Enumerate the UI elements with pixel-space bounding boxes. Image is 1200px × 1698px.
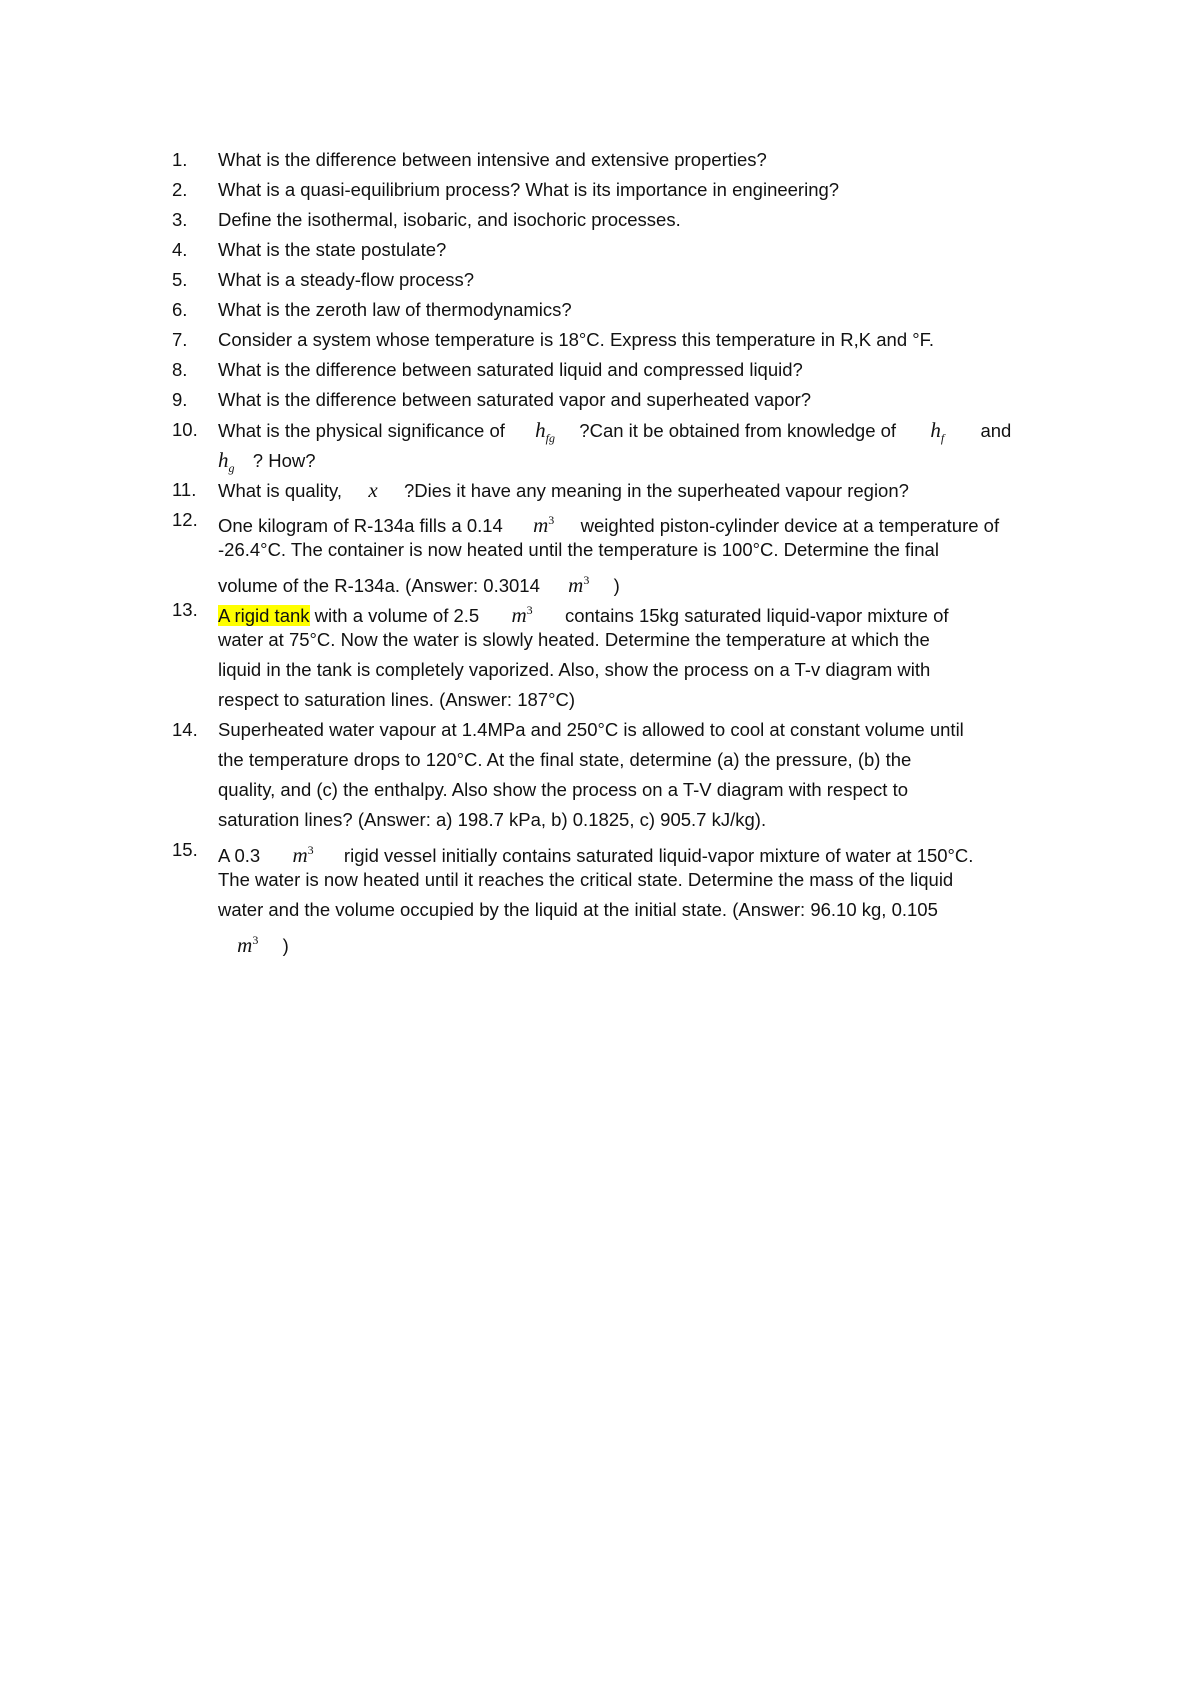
- question-text: saturation lines? (Answer: a) 198.7 kPa, b) 0.1825, c) 905.7 kJ/kg).: [218, 809, 767, 830]
- question-text: What is the difference between saturated liquid and compressed liquid?: [218, 359, 803, 380]
- question-5: [172, 265, 1072, 295]
- question-6: [172, 295, 1072, 325]
- question-text: quality, and (c) the enthalpy. Also show the process on a T-V diagram with respect to: [218, 779, 909, 800]
- question-number: 4.: [172, 239, 188, 260]
- question-number: 1.: [172, 149, 188, 170]
- question-text: ): [613, 575, 620, 596]
- math-m3: $m^3$: [237, 933, 259, 957]
- question-text: One kilogram of R-134a fills a 0.14: [218, 515, 503, 536]
- question-text: ? How?: [252, 450, 316, 471]
- math-h-f: $h_f$: [930, 418, 945, 446]
- question-text: Consider a system whose temperature is 18°C. Express this temperature in R,K and °F.: [218, 329, 935, 350]
- question-text: What is a steady-flow process?: [218, 269, 475, 290]
- question-number: 6.: [172, 299, 188, 320]
- math-m3: $m^3$: [533, 513, 555, 537]
- question-text: What is the difference between intensive and extensive properties?: [218, 149, 767, 170]
- question-text: liquid in the tank is completely vaporized. Also, show the process on a T-v diagram with: [218, 659, 931, 680]
- question-9: [172, 385, 1072, 415]
- question-number: 3.: [172, 209, 188, 230]
- question-15: [172, 835, 1072, 955]
- question-text: weighted piston-cylinder device at a temperature of: [580, 515, 1000, 536]
- question-text: contains 15kg saturated liquid-vapor mixture of: [564, 605, 949, 626]
- question-text: What is the state postulate?: [218, 239, 447, 260]
- math-m3: $m^3$: [568, 573, 590, 597]
- question-text: A 0.3: [218, 845, 261, 866]
- question-text: Superheated water vapour at 1.4MPa and 250°C is allowed to cool at constant volume until: [218, 719, 964, 740]
- question-number: 5.: [172, 269, 188, 290]
- question-text: What is a quasi-equilibrium process? What is its importance in engineering?: [218, 179, 840, 200]
- question-12: [172, 505, 1072, 595]
- math-x: x: [368, 478, 378, 502]
- question-number: 15.: [172, 839, 198, 860]
- question-text: -26.4°C. The container is now heated until the temperature is 100°C. Determine the final: [218, 539, 939, 560]
- question-3: [172, 205, 1072, 235]
- question-7: [172, 325, 1072, 355]
- question-13: [172, 595, 1072, 715]
- question-text: What is the difference between saturated vapor and superheated vapor?: [218, 389, 812, 410]
- math-h-fg: $h_{fg}$: [535, 418, 556, 446]
- question-text: ?Can it be obtained from knowledge of: [579, 420, 897, 441]
- question-text: rigid vessel initially contains saturated liquid-vapor mixture of water at 150°C.: [343, 845, 974, 866]
- question-8: [172, 355, 1072, 385]
- question-text: water at 75°C. Now the water is slowly heated. Determine the temperature at which the: [218, 629, 930, 650]
- question-10: [172, 415, 1072, 475]
- question-text: and: [980, 420, 1012, 441]
- question-text: water and the volume occupied by the liquid at the initial state. (Answer: 96.10 kg, 0.105: [218, 899, 938, 920]
- question-number: 13.: [172, 599, 198, 620]
- question-2: [172, 175, 1072, 205]
- math-m3: $m^3$: [292, 843, 314, 867]
- question-number: 14.: [172, 719, 198, 740]
- highlighted-text: A rigid tank: [218, 605, 310, 626]
- question-text: respect to saturation lines. (Answer: 187°C): [218, 689, 576, 710]
- question-text: What is quality,: [218, 480, 343, 501]
- question-text: volume of the R-134a. (Answer: 0.3014: [218, 575, 540, 596]
- question-11: [172, 475, 1072, 505]
- math-h-g: $h_g$: [218, 448, 235, 476]
- question-14: [172, 715, 1072, 835]
- question-4: [172, 235, 1072, 265]
- question-1: [172, 145, 1072, 175]
- question-text: ): [282, 935, 289, 956]
- question-number: 11.: [172, 479, 197, 500]
- question-number: 12.: [172, 509, 198, 530]
- question-text: the temperature drops to 120°C. At the final state, determine (a) the pressure, (b) the: [218, 749, 912, 770]
- question-number: 7.: [172, 329, 188, 350]
- question-text: Define the isothermal, isobaric, and isochoric processes.: [218, 209, 681, 230]
- question-text: ?Dies it have any meaning in the superheated vapour region?: [403, 480, 909, 501]
- question-number: 10.: [172, 419, 198, 440]
- question-text: with a volume of 2.5: [314, 605, 480, 626]
- question-text: What is the zeroth law of thermodynamics?: [218, 299, 572, 320]
- question-text: The water is now heated until it reaches the critical state. Determine the mass of the liquid: [218, 869, 954, 890]
- question-number: 9.: [172, 389, 188, 410]
- math-m3: $m^3$: [511, 603, 533, 627]
- question-number: 2.: [172, 179, 188, 200]
- question-list: [172, 145, 1072, 955]
- question-text: What is the physical significance of: [218, 420, 505, 441]
- question-number: 8.: [172, 359, 188, 380]
